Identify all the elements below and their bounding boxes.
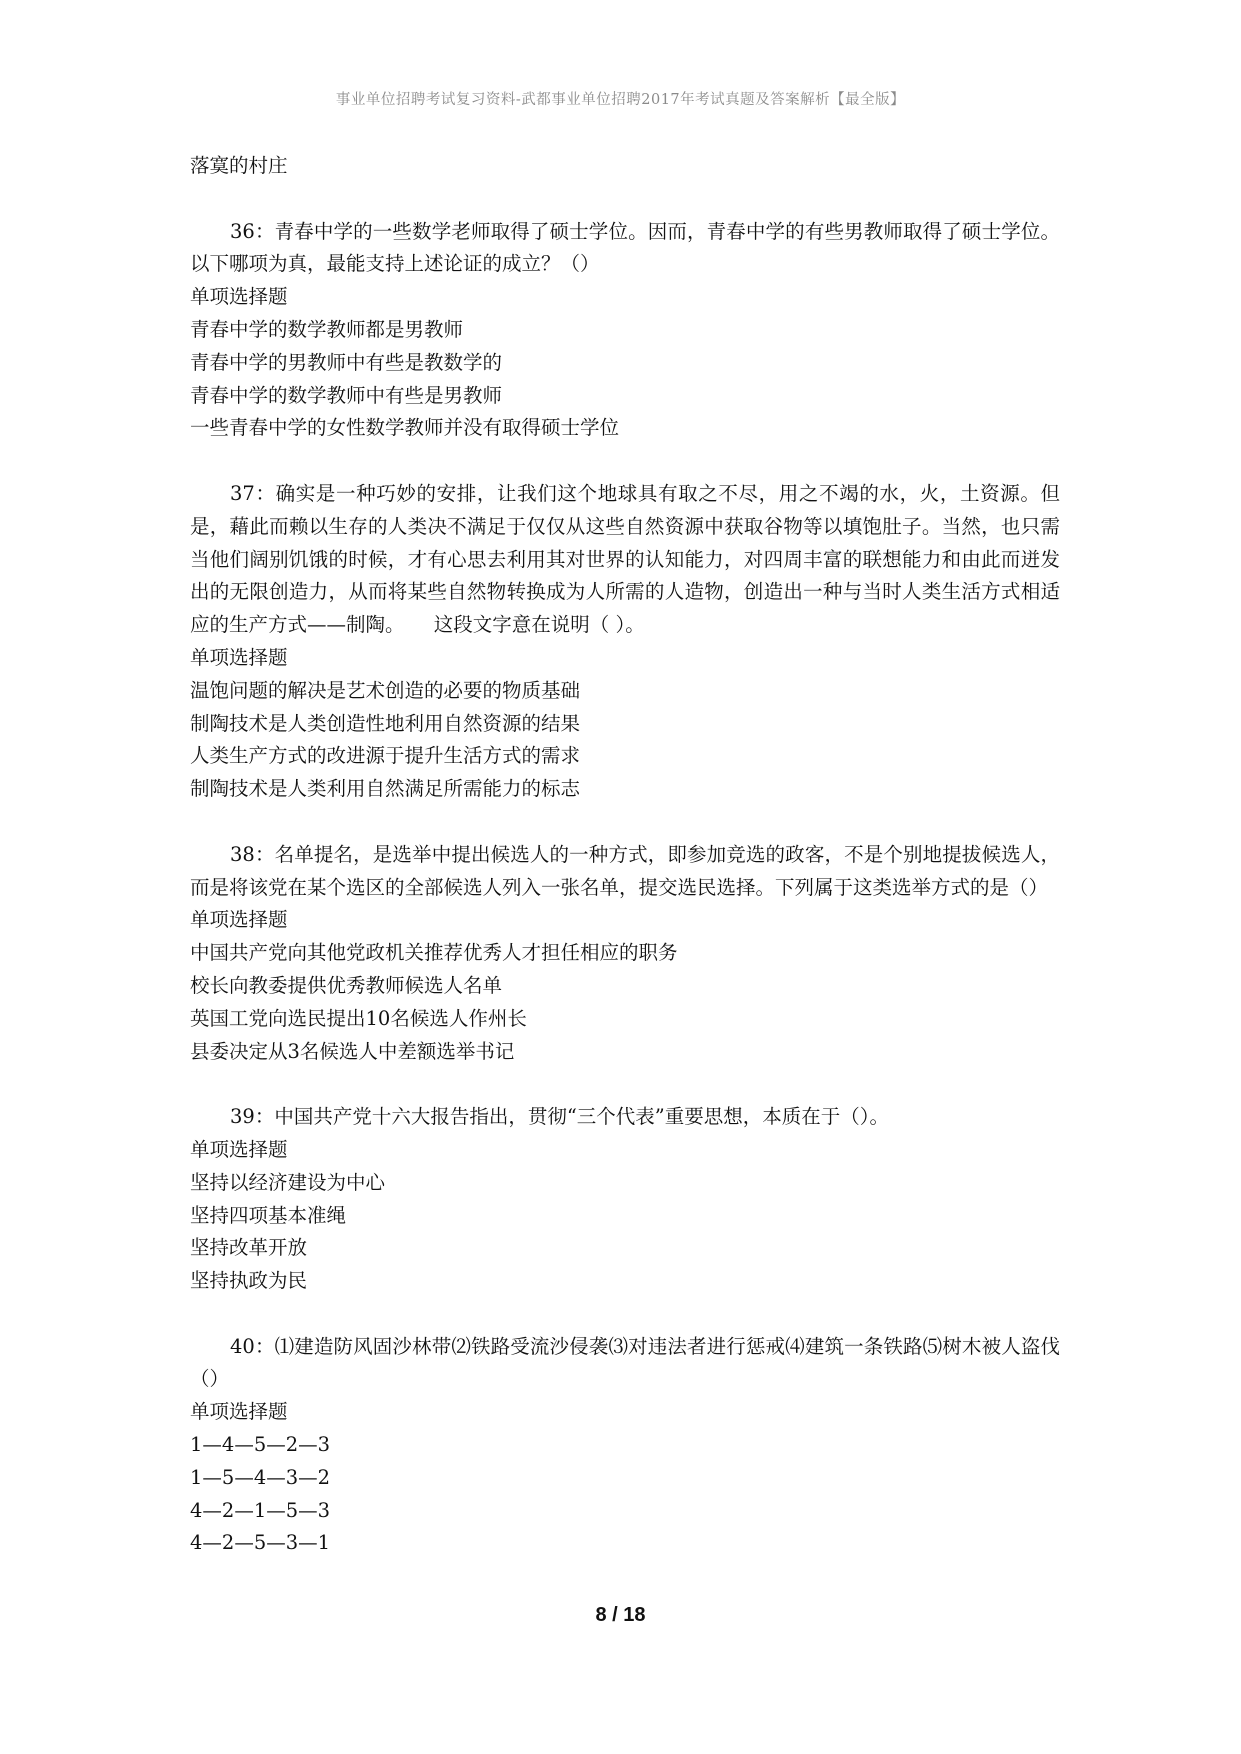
question-40 [190,1331,1060,1561]
question-type: 单项选择题 [190,645,288,669]
option: 1—5—4—3—2 [190,1465,331,1489]
option: 坚持改革开放 [190,1236,308,1260]
question-stem: 39：中国共产党十六大报告指出，贯彻“三个代表”重要思想，本质在于（）。 [230,1105,890,1129]
option: 英国工党向选民提出10名候选人作州长 [190,1006,527,1030]
question-type: 单项选择题 [190,1137,288,1161]
spacer [190,183,1060,216]
option: 一些青春中学的女性数学教师并没有取得硕士学位 [190,416,620,440]
spacer [190,445,1060,478]
option: 县委决定从3名候选人中差额选举书记 [190,1039,515,1063]
question-36 [190,216,1060,446]
option: 坚持执政为民 [190,1269,308,1293]
spacer [190,1068,1060,1101]
option: 人类生产方式的改进源于提升生活方式的需求 [190,744,581,768]
option: 4—2—1—5—3 [190,1498,331,1522]
option: 坚持四项基本准绳 [190,1203,347,1227]
question-type: 单项选择题 [190,285,288,309]
option: 温饱问题的解决是艺术创造的必要的物质基础 [190,678,581,702]
option: 制陶技术是人类创造性地利用自然资源的结果 [190,711,581,735]
spacer [190,1298,1060,1331]
question-38 [190,839,1060,1069]
option: 青春中学的数学教师都是男教师 [190,317,464,341]
option: 青春中学的数学教师中有些是男教师 [190,383,503,407]
top-fragment: 落寞的村庄 [190,154,288,177]
option: 制陶技术是人类利用自然满足所需能力的标志 [190,777,581,801]
question-stem: 40：⑴建造防风固沙林带⑵铁路受流沙侵袭⑶对违法者进行惩戒⑷建筑一条铁路⑸树木被人盗伐（） [190,1334,1060,1391]
page-number: 8 / 18 [595,1604,646,1626]
option: 中国共产党向其他党政机关推荐优秀人才担任相应的职务 [190,941,678,965]
option: 坚持以经济建设为中心 [190,1170,386,1194]
option: 校长向教委提供优秀教师候选人名单 [190,973,503,997]
question-stem: 36：青春中学的一些数学老师取得了硕士学位。因而，青春中学的有些男教师取得了硕士学位。以下哪项为真，最能支持上述论证的成立？（） [190,219,1060,276]
document-body [190,150,1060,1560]
question-type: 单项选择题 [190,1400,288,1424]
option: 4—2—5—3—1 [190,1531,331,1555]
option: 1—4—5—2—3 [190,1433,331,1457]
spacer [190,806,1060,839]
question-37 [190,478,1060,806]
question-39 [190,1101,1060,1298]
question-type: 单项选择题 [190,908,288,932]
option: 青春中学的男教师中有些是教数学的 [190,350,503,374]
question-stem: 37：确实是一种巧妙的安排，让我们这个地球具有取之不尽，用之不竭的水，火，土资源。但是，藉此而赖以生存的人类决不满足于仅仅从这些自然资源中获取谷物等以填饱肚子。当然，也只需当他们阔别饥饿的时候，才有心思去利用其对世界的认知能力，对四周丰富的联想能力和由此而迸发出的无限创造力，从而将某些自然物转换成为人所需的人造物，创造出一种与当时人类生活方式相适应的生产方式——制陶。 这段文字意在说明（ ）。 [190,481,1060,637]
question-stem: 38：名单提名，是选举中提出候选人的一种方式，即参加竞选的政客，不是个别地提拔候选人，而是将该党在某个选区的全部候选人列入一张名单，提交选民选择。下列属于这类选举方式的是（） [190,842,1060,899]
page-header: 事业单位招聘考试复习资料-武都事业单位招聘2017年考试真题及答案解析【最全版】 [335,92,906,108]
